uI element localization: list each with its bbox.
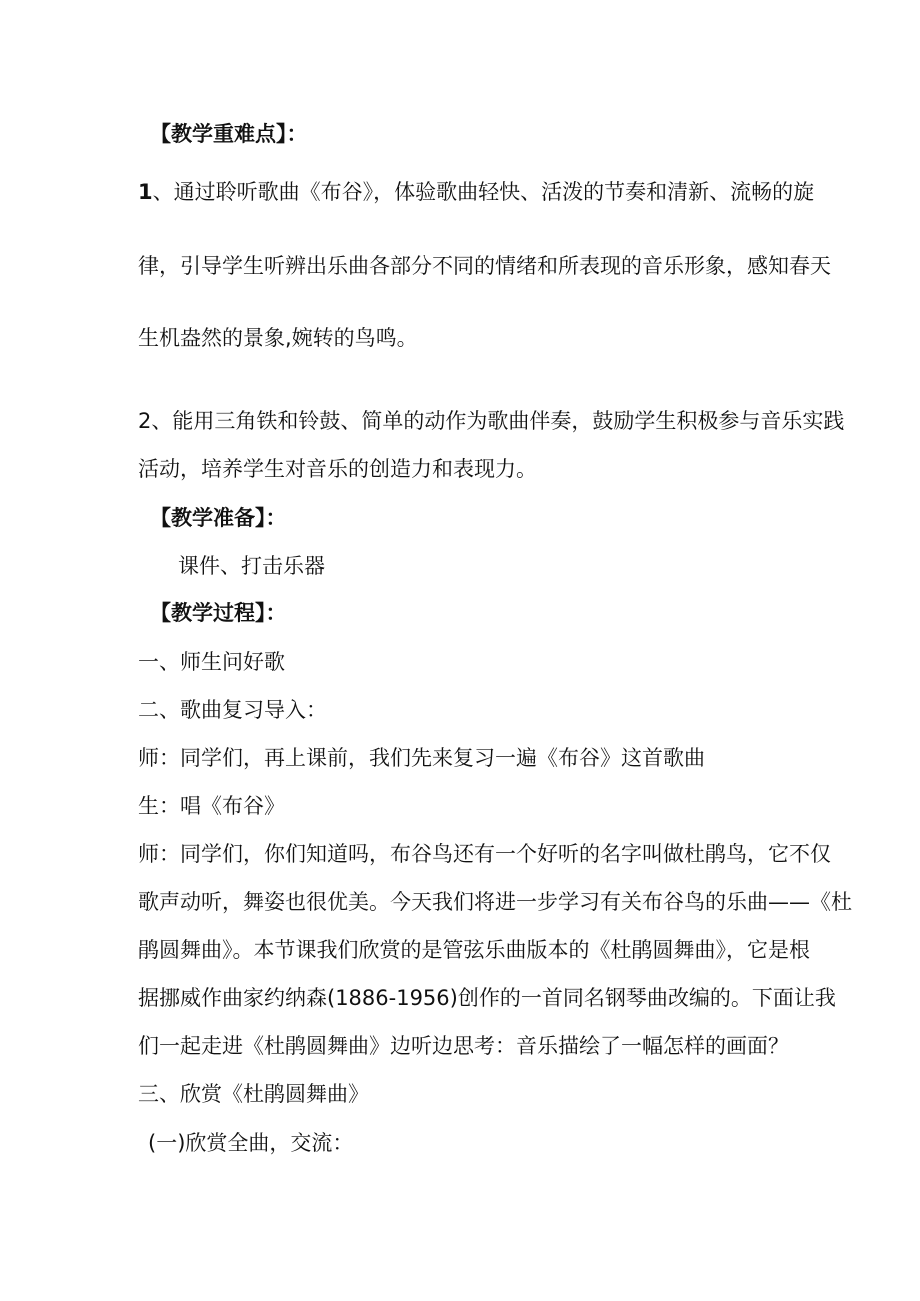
point2-line1: 2、能用三角铁和铃鼓、简单的动作为歌曲伴奏，鼓励学生积极参与音乐实践 <box>138 409 845 433</box>
dialogue-line: 师：同学们，你们知道吗，布谷鸟还有一个好听的名字叫做杜鹃鸟，它不仅 <box>138 842 831 866</box>
step2: 二、歌曲复习导入： <box>138 698 327 722</box>
dialogue-line: 们一起走进《杜鹃圆舞曲》边听边思考：音乐描绘了一幅怎样的画面？ <box>138 1034 789 1058</box>
point1-line3: 生机盎然的景象,婉转的鸟鸣。 <box>138 326 418 350</box>
dialogue-line: 歌声动听，舞姿也很优美。今天我们将进一步学习有关布谷鸟的乐曲——《杜 <box>138 890 852 914</box>
point1-line1-text: 、通过聆听歌曲《布谷》，体验歌曲轻快、活泼的节奏和清新、流畅的旋 <box>152 180 815 204</box>
heading-preparation: 【教学准备】： <box>150 506 287 530</box>
point1-line1 <box>138 177 814 207</box>
heading-process: 【教学过程】： <box>150 601 287 625</box>
dialogue-line: 据挪威作曲家约纳森(1886-1956)创作的一首同名钢琴曲改编的。下面让我 <box>138 986 836 1010</box>
point1-line2: 律，引导学生听辨出乐曲各部分不同的情绪和所表现的音乐形象，感知春天 <box>138 254 831 278</box>
dialogue-line: 师：同学们，再上课前，我们先来复习一遍《布谷》这首歌曲 <box>138 746 705 770</box>
dialogue-line: 鹃圆舞曲》。本节课我们欣赏的是管弦乐曲版本的《杜鹃圆舞曲》，它是根 <box>138 938 810 962</box>
point2-line2: 活动，培养学生对音乐的创造力和表现力。 <box>138 457 537 481</box>
substep1: (一)欣赏全曲，交流： <box>148 1131 354 1155</box>
dialogue-line: 生：唱《布谷》 <box>138 794 285 818</box>
point1-number: 1 <box>138 180 153 204</box>
preparation-items: 课件、打击乐器 <box>178 554 325 578</box>
step1: 一、师生问好歌 <box>138 650 285 674</box>
step3: 三、欣赏《杜鹃圆舞曲》 <box>138 1082 369 1106</box>
heading-key-points: 【教学重难点】： <box>150 122 308 146</box>
